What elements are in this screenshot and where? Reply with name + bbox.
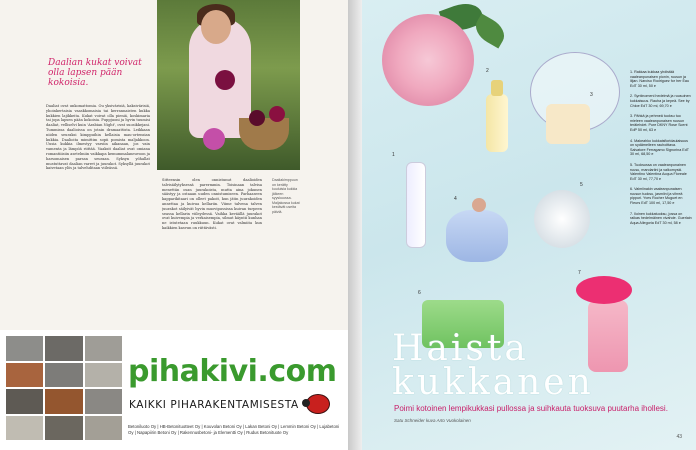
product-note: 1. Rakkaa kukkaa yhdistää vaaleanpunaisen pionin, ruusun ja liljan. Narciso Rodriguez for her Eau EdT 30 ml, 50 e bbox=[630, 70, 690, 88]
body-column-2: Sitteensin olen onnistunut daalioiden talvisäilytyksessä parermmin. Toisinaan talvisa menettän osan juurakoista, mutta aina jokunen säästyy ja ostaaan uuden onnistumiseen. Parhaaseen kapparikitaari on olleet pakoit, kun jätin juurakoiden annettaa ja kuivua kellariin. Viime talvena talven juurakot säilyivät hyvin muovipussissa kuivan turpeen seassa kellarin viileydessä. Vaihka keväällä juurakot ovat kuivempia ja verkaisempia, silmut käyntii kunhan ne istutetaan ruukkuun. Kukat ovat valmiita kun kaikkien kasvun on riittävästi. bbox=[162, 178, 262, 230]
article-title bbox=[392, 328, 594, 403]
dahlia-flower bbox=[249, 110, 265, 126]
paving-tile bbox=[85, 336, 122, 361]
kicker-heading: Daalian kukat voivat olla lapsen pään kokoisia. bbox=[48, 58, 142, 88]
perfume-bottle bbox=[406, 162, 426, 248]
paving-tile bbox=[6, 389, 43, 414]
paving-stone-grid bbox=[6, 336, 122, 440]
product-note: 7. Iloinen kukkatuoksu, jossa on raikas hedelmäinen vivahde. Guerlain Aqua Allegoria EdT 30 ml, 58 e bbox=[630, 211, 692, 225]
dahlia-flower bbox=[215, 70, 235, 90]
product-note: 6. Valmiinakin vaaleanpunaisen ruusun tuoksu, jasmiini ja vihreä pippuri. Yves Rocher Muguet en Fleurs EdT 100 ml, 17,50 e bbox=[630, 187, 683, 206]
item-number: 3 bbox=[590, 92, 593, 98]
title-line: kukkanen bbox=[392, 362, 594, 403]
perfume-bottle bbox=[588, 300, 628, 372]
rose-flower bbox=[382, 14, 474, 106]
photo-caption: Daaliakimppuun on kerätty kuuluisia kukkia jälkeen syyskuussa. Maljakossa kukat kestävät useita päiviä. bbox=[272, 178, 300, 214]
perfume-bottle bbox=[534, 190, 590, 248]
page-number: 43 bbox=[676, 434, 682, 440]
item-number: 2 bbox=[486, 68, 489, 74]
pihakivi-logo[interactable]: pihakivi.com bbox=[128, 354, 337, 389]
bottle-cap bbox=[576, 276, 632, 304]
paving-tile bbox=[45, 363, 82, 388]
dahlia-flower bbox=[269, 106, 285, 122]
body-column-1: Daaliat ovat unkomattomia. Ou yksivärisiä, kaksivärisiä, yhoinkertaisia vaaskkomaisia tai kerrannaisten kukka kukkien lajikkeita. Kukat voivat olla pieniä, koskimaria tai jopa lapsen pään kokoisia. Puppjuoni ja hyvin tuumisi daaliat, velliselvi kuin 'Arabian Night', ovat suosikkejani. Tummissa daalioissa on jotain dramaattista. Leikkaan niiden seuraksi kimppuihin kellaisia mau-ortensian kukkia. Daalioita mimittim sopii pomista maljakkoon. Uusia kukkia ilmestyy varsiin aikanaan, jos vain vamenta ja lämpöä riittää. Vaaksit daaliat ovat omiana romantiiisiin asetelmiin vaikkapa kemummalaneuvoon ja harsomaisen parsan seuraan. Syksyn yöhallat mustuttavat daalian varret ja juurakot. Syksyllä juurakot kaivetaan ylös ja talvehditaan viileässä. bbox=[46, 104, 150, 171]
paving-tile bbox=[85, 389, 122, 414]
right-page bbox=[362, 0, 696, 450]
paving-tile bbox=[6, 336, 43, 361]
title-line: Haista bbox=[392, 328, 529, 369]
ladybug-icon bbox=[306, 394, 330, 414]
item-number: 1 bbox=[392, 152, 395, 158]
product-notes bbox=[630, 70, 692, 231]
item-number: 6 bbox=[418, 290, 421, 296]
perfume-bottle bbox=[546, 104, 590, 144]
paving-tile bbox=[85, 416, 122, 441]
flower-basket bbox=[239, 118, 289, 150]
paving-tile bbox=[45, 389, 82, 414]
paving-tile bbox=[45, 416, 82, 441]
perfume-bottle bbox=[486, 94, 508, 152]
product-note: 5. Tuoksussa on vaaleanpunainen ruusu, mandariini ja valkomyski. Valentino Valentina Acqua Floreale EdT 30 ml, 77,70 e bbox=[630, 162, 687, 181]
bottle-cap bbox=[491, 80, 503, 96]
paving-tile bbox=[45, 336, 82, 361]
paving-tile bbox=[85, 363, 122, 388]
paving-tile bbox=[6, 363, 43, 388]
product-note: 2. Syntinomeni hedelmä ja ruusuinen kukkaisuus. Rauha ja kepeä. See by Chloe EdT 30 ml, 69,70 e bbox=[630, 94, 691, 108]
paving-tile bbox=[6, 416, 43, 441]
article-deck: Poimi kotoinen lempikukkasi pullossa ja suihkauta tuoksuva puutarha ihollesi. bbox=[394, 404, 668, 413]
perfume-bottle bbox=[446, 210, 508, 262]
product-note: 4. Makeahko kukkaisfloridaulaisuus on sydämelleen rauhoittava. Salvatore Ferragamo Signorina EdT 30 ml, 68,50 e bbox=[630, 138, 689, 157]
ad-tagline: KAIKKI PIHARAKENTAMISESTA bbox=[129, 399, 299, 411]
item-number: 4 bbox=[454, 196, 457, 202]
bottle-cap bbox=[472, 198, 486, 212]
item-number: 5 bbox=[580, 182, 583, 188]
dahlia-flower bbox=[203, 128, 225, 150]
page-gutter bbox=[348, 0, 362, 450]
head bbox=[201, 10, 231, 44]
gardener-photo bbox=[157, 0, 300, 170]
photo-credit: Satu Schneider kuva Arto Vuokolainen bbox=[394, 418, 471, 423]
ad-member-list: Betoniluoto Oy | HB-Betonituotteet Oy | Kouvolan Betoni Oy | Lakan Betoni Oy | Lemmin Betoni Oy | Lujabetoni Oy | Napapiirin Betoni Oy | Rakennusbetoni- ja Elementti Oy | Rudus Betonituote Oy bbox=[128, 424, 340, 435]
product-note: 3. Pähkä ja pehmeä tuoksu tuo mieleen vaaleanpunaisen ruusun terälehdet. Pure DKNY Rose Scent EdP 50 ml, 63 e bbox=[630, 114, 688, 132]
item-number: 7 bbox=[578, 270, 581, 276]
